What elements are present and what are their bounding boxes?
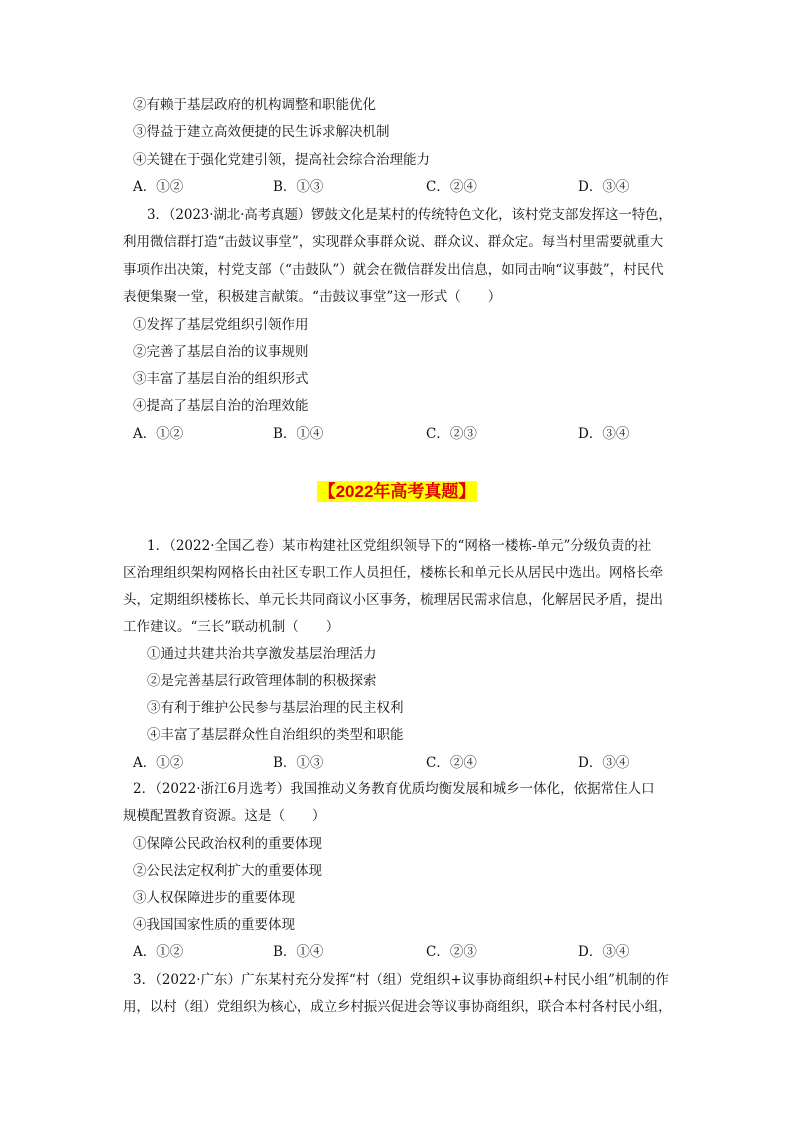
- question-2022-1-line-3: 头，定期组织楼栋长、单元长共同商议小区事务，梳理居民需求信息，化解居民矛盾，提出: [123, 592, 663, 608]
- option-d: D．③④: [578, 944, 630, 960]
- statement-2: ②有赖于基层政府的机构调整和职能优化: [133, 97, 376, 113]
- question-2023-3-line-1: 3．（2023·湖北·高考真题）锣鼓文化是某村的传统特色文化，该村党支部发挥这一特色，: [147, 207, 672, 223]
- option-d: D．③④: [578, 179, 630, 195]
- statement-4: ④关键在于强化党建引领，提高社会综合治理能力: [133, 152, 430, 168]
- question-2022-2-line-2: 规模配置教育资源。这是（ ）: [123, 808, 326, 824]
- statement-4: ④提高了基层自治的治理效能: [133, 398, 309, 414]
- question-2022-1-line-4: 工作建议。“三长”联动机制（ ）: [123, 619, 340, 635]
- statement-3: ③有利于维护公民参与基层治理的民主权利: [147, 700, 404, 716]
- option-a: A．①②: [133, 179, 184, 195]
- statement-1: ①发挥了基层党组织引领作用: [133, 317, 309, 333]
- question-2022-3-line-1: 3．（2022·广东）广东某村充分发挥“村（组）党组织+议事协商组织+村民小组”机制的作: [133, 972, 669, 988]
- statement-2: ②是完善基层行政管理体制的积极探索: [147, 673, 377, 689]
- option-a: A．①②: [133, 755, 184, 771]
- statement-4: ④丰富了基层群众性自治组织的类型和职能: [147, 727, 404, 743]
- question-2023-3-line-4: 表便集聚一堂，积极建言献策。“击鼓议事堂”这一形式（ ）: [123, 289, 502, 305]
- option-a: A．①②: [133, 426, 184, 442]
- option-b: B．①③: [273, 755, 324, 771]
- option-a: A．①②: [133, 944, 184, 960]
- option-d: D．③④: [578, 755, 630, 771]
- statement-3: ③人权保障进步的重要体现: [133, 890, 295, 906]
- statement-3: ③丰富了基层自治的组织形式: [133, 371, 309, 387]
- question-2022-1-line-1: 1．（2022·全国乙卷）某市构建社区党组织领导下的“网格一楼栋-单元”分级负责的社: [147, 538, 652, 554]
- statement-1: ①保障公民政治权利的重要体现: [133, 836, 322, 852]
- option-b: B．①③: [273, 179, 324, 195]
- statement-4: ④我国国家性质的重要体现: [133, 917, 295, 933]
- question-2023-3-line-2: 利用微信群打造“击鼓议事堂”，实现群众事群众说、群众议、群众定。每当村里需要就重大: [123, 234, 664, 250]
- statement-2: ②完善了基层自治的议事规则: [133, 344, 309, 360]
- option-c: C．②③: [426, 944, 477, 960]
- statement-3: ③得益于建立高效便捷的民生诉求解决机制: [133, 124, 390, 140]
- option-d: D．③④: [578, 426, 630, 442]
- question-2023-3-line-3: 事项作出决策，村党支部（“击鼓队”）就会在微信群发出信息，如同击响“议事鼓”，村民代: [123, 262, 664, 278]
- question-2022-3-line-2: 用，以村（组）党组织为核心，成立乡村振兴促进会等议事协商组织，联合本村各村民小组，: [123, 999, 672, 1015]
- option-b: B．①④: [273, 944, 324, 960]
- option-c: C．②④: [426, 179, 477, 195]
- statement-2: ②公民法定权利扩大的重要体现: [133, 863, 322, 879]
- option-b: B．①④: [273, 426, 324, 442]
- question-2022-2-line-1: 2．（2022·浙江6月选考）我国推动义务教育优质均衡发展和城乡一体化，依据常住人口: [133, 781, 655, 797]
- question-2022-1-line-2: 区治理组织架构网格长由社区专职工作人员担任，楼栋长和单元长从居民中选出。网格长牵: [123, 565, 663, 581]
- section-title: 【2022年高考真题】: [318, 482, 476, 501]
- option-c: C．②③: [426, 426, 477, 442]
- statement-1: ①通过共建共治共享激发基层治理活力: [147, 646, 377, 662]
- option-c: C．②④: [426, 755, 477, 771]
